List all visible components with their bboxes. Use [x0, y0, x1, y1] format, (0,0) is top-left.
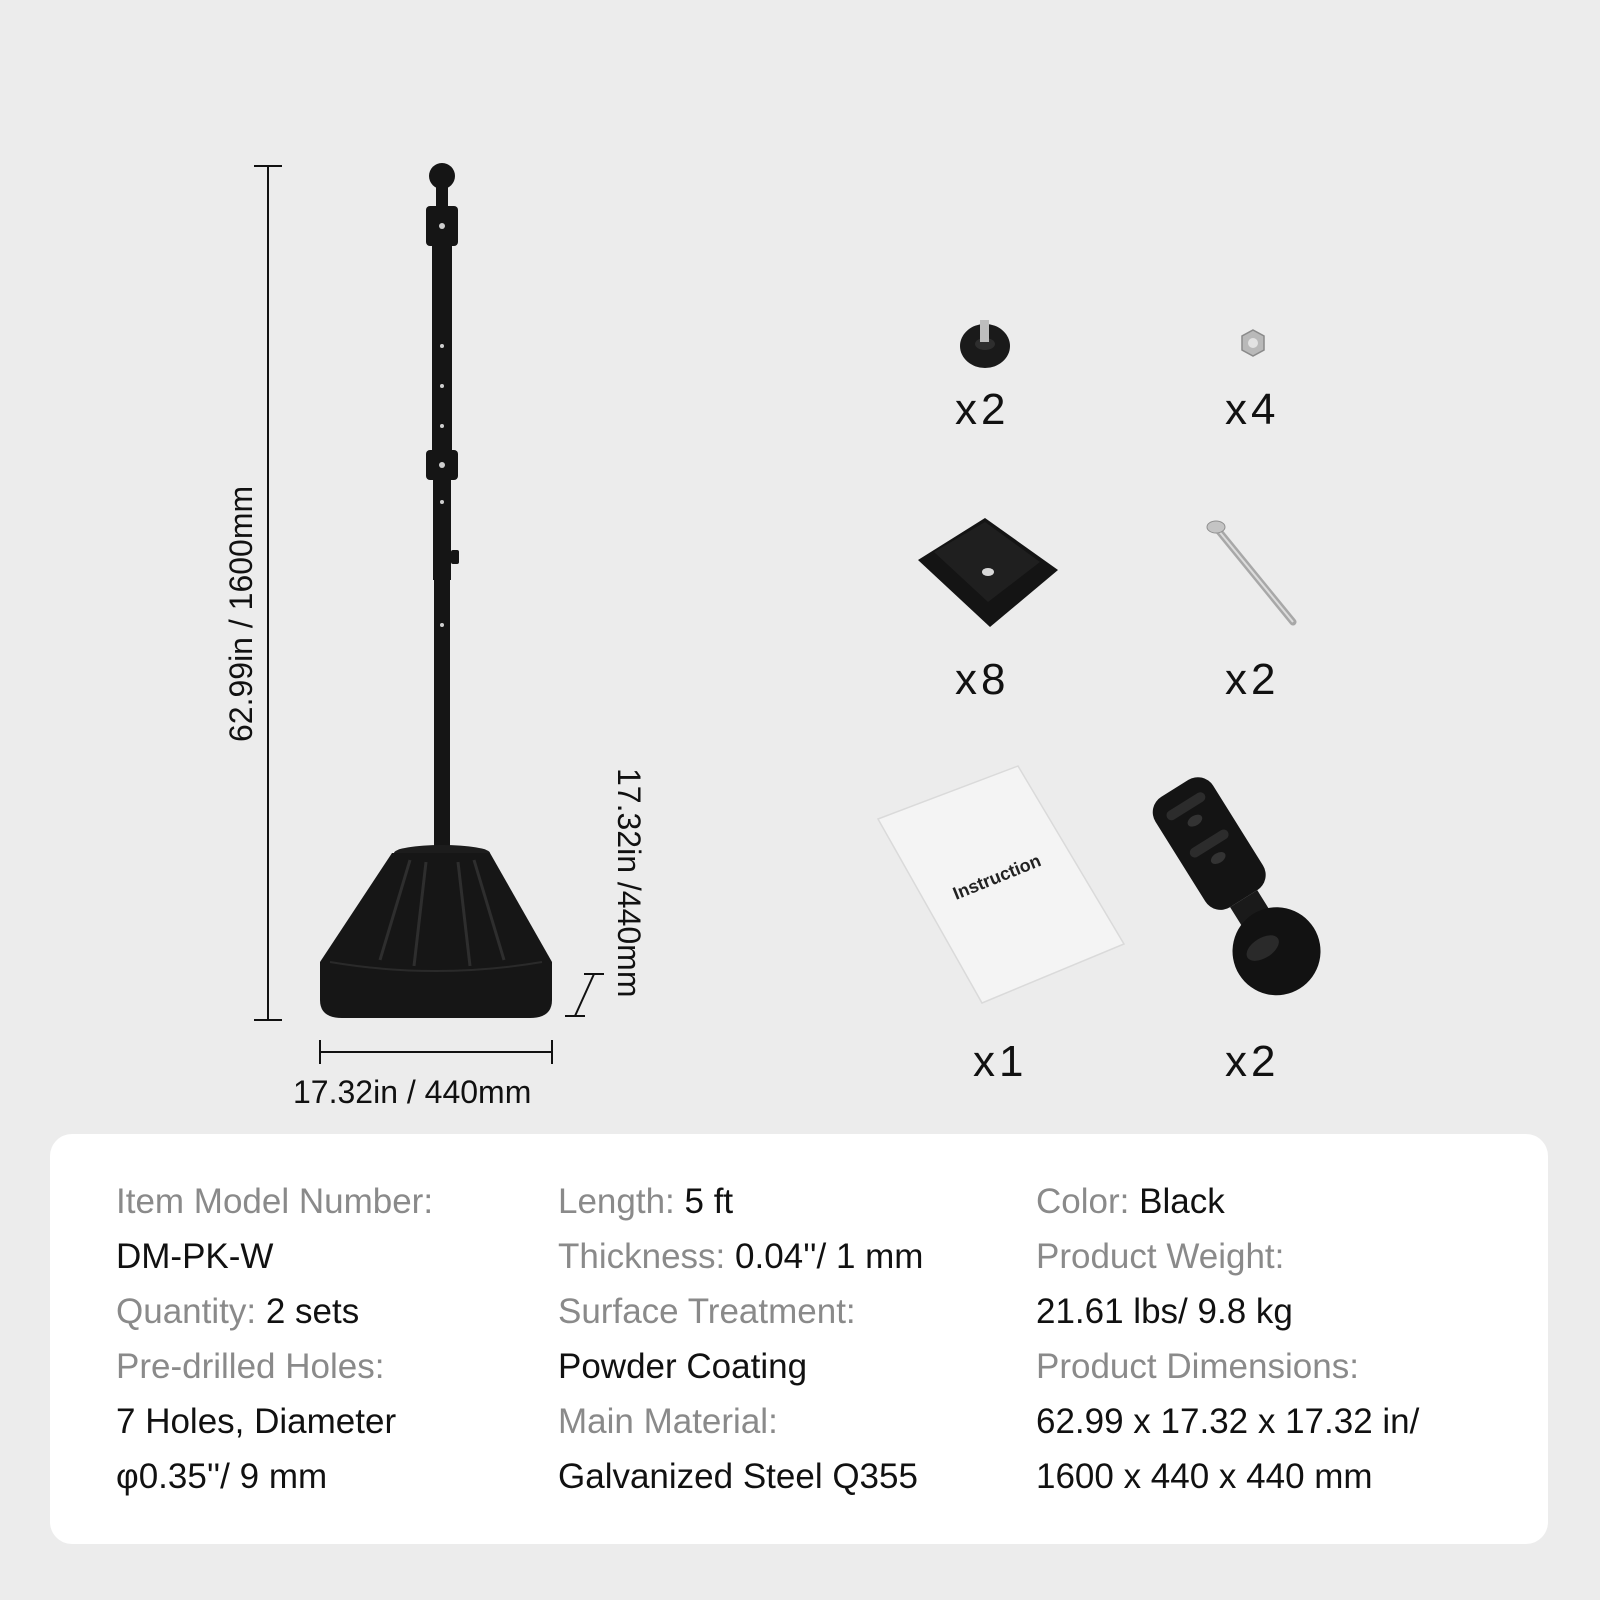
length-label: Length: [558, 1182, 675, 1221]
dims-label: Product Dimensions: [1036, 1347, 1359, 1386]
surface-row [558, 1284, 923, 1339]
instruction-manual-icon [878, 766, 1124, 1003]
hex-nut-icon [1242, 330, 1264, 356]
spec-column-2 [558, 1174, 923, 1504]
quantity-value: 2 sets [265, 1292, 360, 1331]
material-value-row [558, 1449, 923, 1504]
mounting-plate-icon [918, 518, 1058, 627]
thickness-value: 0.04''/ 1 mm [735, 1237, 924, 1276]
quantity-label: Quantity: [116, 1292, 257, 1331]
qty-bolt: x2 [1225, 655, 1280, 704]
color-value: Black [1139, 1182, 1225, 1221]
dims-value-2: 1600 x 440 x 440 mm [1036, 1457, 1373, 1496]
weight-label: Product Weight: [1036, 1237, 1285, 1276]
qty-instruction-manual: x1 [973, 1037, 1028, 1086]
dims-value-1: 62.99 x 17.32 x 17.32 in/ [1036, 1402, 1420, 1441]
length-row [558, 1174, 923, 1229]
qty-pole-connector: x2 [1225, 1037, 1280, 1086]
length-value: 5 ft [684, 1182, 734, 1221]
thickness-row [558, 1229, 923, 1284]
dims-value-row-1 [1036, 1394, 1419, 1449]
model-label: Item Model Number: [116, 1182, 434, 1221]
height-dimension-label: 62.99in / 1600mm [223, 485, 259, 742]
instruction-label: Instruction [950, 850, 1044, 904]
width-dimension-line [320, 1040, 552, 1064]
width-dimension-label: 17.32in / 440mm [293, 1074, 532, 1110]
holes-value-1: 7 Holes, Diameter [116, 1402, 397, 1441]
color-row [1036, 1174, 1419, 1229]
thickness-label: Thickness: [558, 1237, 726, 1276]
holes-label: Pre-drilled Holes: [116, 1347, 385, 1386]
spec-column-3 [1036, 1174, 1419, 1504]
quantity-row [116, 1284, 433, 1339]
holes-row [116, 1339, 433, 1394]
material-value: Galvanized Steel Q355 [558, 1457, 918, 1496]
material-label: Main Material: [558, 1402, 778, 1441]
weight-value: 21.61 lbs/ 9.8 kg [1036, 1292, 1293, 1331]
surface-value-row [558, 1339, 923, 1394]
qty-hex-nut: x4 [1225, 385, 1280, 434]
base-height-indicator [565, 974, 604, 1016]
model-row [116, 1174, 433, 1229]
stand-base [320, 845, 552, 1018]
bolt-icon [1207, 521, 1293, 622]
model-value: DM-PK-W [116, 1237, 274, 1276]
weight-row [1036, 1229, 1419, 1284]
holes-value-row-2 [116, 1449, 433, 1504]
spec-column-1 [116, 1174, 433, 1504]
base-height-label: 17.32in /440mm [611, 768, 647, 998]
surface-label: Surface Treatment: [558, 1292, 856, 1331]
pole-connector-icon [1137, 765, 1337, 1012]
dims-row [1036, 1339, 1419, 1394]
material-row [558, 1394, 923, 1449]
qty-leveling-foot: x2 [955, 385, 1010, 434]
weight-value-row [1036, 1284, 1419, 1339]
model-value-row [116, 1229, 433, 1284]
qty-mounting-plate: x8 [955, 655, 1010, 704]
dims-value-row-2 [1036, 1449, 1419, 1504]
specifications-card [50, 1134, 1548, 1544]
holes-value-2: φ0.35''/ 9 mm [116, 1457, 328, 1496]
stand-pole [426, 163, 459, 854]
leveling-foot-icon [960, 320, 1010, 368]
holes-value-row-1 [116, 1394, 433, 1449]
color-label: Color: [1036, 1182, 1130, 1221]
surface-value: Powder Coating [558, 1347, 808, 1386]
